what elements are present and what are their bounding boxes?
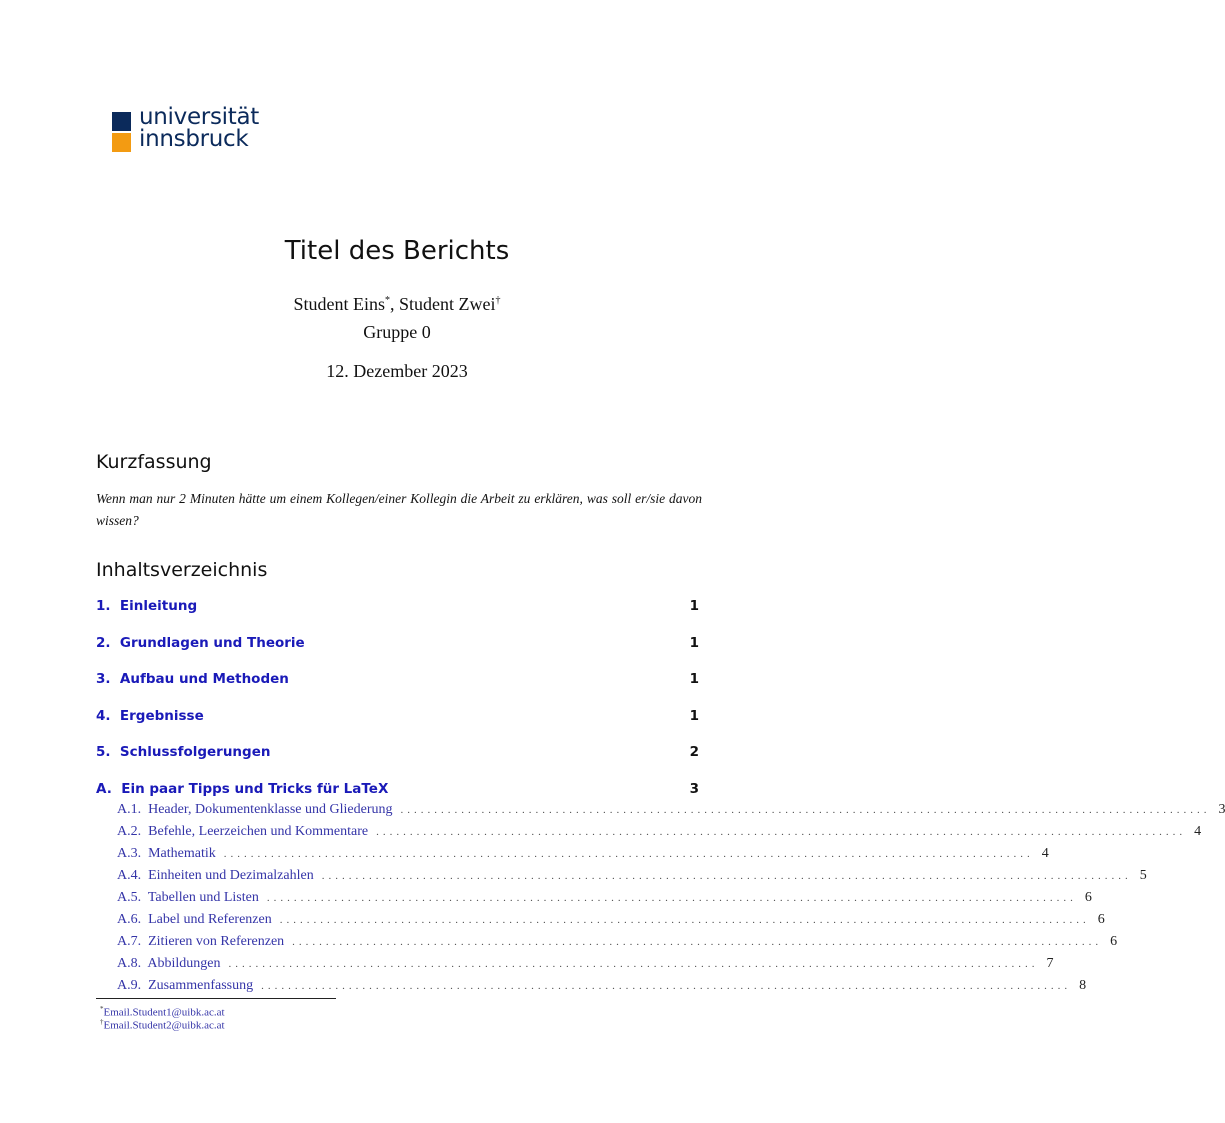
toc-subsection-label[interactable]: A.9. Zusammenfassung xyxy=(117,978,254,993)
toc-leader-dots: ........................................................................................................................ xyxy=(292,936,1103,948)
abstract-heading: Kurzfassung xyxy=(96,451,212,473)
toc-subsection-entry[interactable] xyxy=(117,890,1092,906)
toc-section-label[interactable]: 2. Grundlagen und Theorie xyxy=(96,634,305,651)
toc-subsection-label[interactable]: A.3. Mathematik xyxy=(117,846,216,861)
toc-subsection-entry[interactable] xyxy=(117,978,1087,994)
toc-page-number: 6 xyxy=(1110,934,1118,949)
toc-section-label[interactable]: 1. Einleitung xyxy=(96,598,198,614)
toc-subsection-entry[interactable] xyxy=(117,868,1147,884)
toc-subsection-entry[interactable] xyxy=(117,934,1118,950)
toc-page-number: 3 xyxy=(689,780,699,797)
toc-subsection-label[interactable]: A.5. Tabellen und Listen xyxy=(117,890,259,905)
author-2-mark: † xyxy=(495,295,501,306)
toc-section-label[interactable]: 4. Ergebnisse xyxy=(96,707,204,724)
toc-section-label[interactable]: 3. Aufbau und Methoden xyxy=(96,671,289,687)
toc-page-number: 2 xyxy=(689,744,699,760)
group: Gruppe 0 xyxy=(363,322,431,342)
abstract-text: Wenn man nur 2 Minuten hätte um einem Kollegen/einer Kollegin die Arbeit zu erklären, was soll er/sie davon wissen? xyxy=(96,491,702,528)
toc-subsection-entry[interactable] xyxy=(117,846,1049,862)
footnote-2[interactable]: †Email.Student2@uibk.ac.at xyxy=(100,1018,225,1032)
logo-line1: universität xyxy=(139,104,259,130)
author-1-mark: * xyxy=(385,295,390,306)
toc-heading: Inhaltsverzeichnis xyxy=(96,559,268,581)
toc-subsection-entry[interactable] xyxy=(117,912,1105,928)
toc-section-label[interactable]: A. Ein paar Tipps und Tricks für LaTeX xyxy=(96,780,389,797)
toc-page-number: 3 xyxy=(1218,802,1225,817)
toc-leader-dots: ........................................................................................................................ xyxy=(228,958,1039,970)
toc-section-entry[interactable] xyxy=(96,635,699,651)
toc-leader-dots: ........................................................................................................................ xyxy=(400,804,1211,816)
toc-subsection-label[interactable]: A.7. Zitieren von Referenzen xyxy=(117,934,285,949)
toc-leader-dots: ........................................................................................................................ xyxy=(266,892,1077,904)
toc-page-number: 5 xyxy=(1139,868,1147,883)
logo-square-orange xyxy=(112,133,131,152)
author-1: Student Eins xyxy=(293,294,385,314)
date: 12. Dezember 2023 xyxy=(326,361,468,381)
toc-leader-dots: ........................................................................................................................ xyxy=(223,848,1034,860)
toc-section-entry[interactable] xyxy=(96,744,699,760)
toc-page-number: 4 xyxy=(1041,846,1049,861)
toc-page-number: 6 xyxy=(1097,912,1105,927)
toc-subsection-entry[interactable] xyxy=(117,824,1202,840)
report-title: Titel des Berichts xyxy=(284,236,510,266)
toc-subsection-label[interactable]: A.8. Abbildungen xyxy=(117,956,221,971)
toc-leader-dots: ........................................................................................................................ xyxy=(261,980,1072,992)
toc-page-number: 4 xyxy=(1194,824,1202,839)
toc-section-entry[interactable] xyxy=(96,708,699,724)
logo-square-blue xyxy=(112,112,131,131)
toc-section-entry[interactable] xyxy=(96,671,699,687)
authors: Student Eins*, Student Zwei† xyxy=(293,294,501,314)
toc-page-number: 8 xyxy=(1079,978,1087,993)
toc-page-number: 7 xyxy=(1046,956,1054,971)
footnote-rule xyxy=(96,998,336,999)
toc-subsection-label[interactable]: A.4. Einheiten und Dezimalzahlen xyxy=(117,868,314,883)
toc-leader-dots: ........................................................................................................................ xyxy=(376,826,1187,838)
toc-subsection-label[interactable]: A.1. Header, Dokumentenklasse und Gliederung xyxy=(117,802,393,817)
toc-page-number: 1 xyxy=(689,598,699,614)
toc-subsection-entry[interactable] xyxy=(117,956,1054,972)
toc-section-entry[interactable] xyxy=(96,598,699,614)
university-logo xyxy=(139,106,259,150)
footnote-1[interactable]: *Email.Student1@uibk.ac.at xyxy=(100,1005,225,1019)
toc-page-number: 6 xyxy=(1084,890,1092,905)
toc-section-label[interactable]: 5. Schlussfolgerungen xyxy=(96,744,271,760)
toc-page-number: 1 xyxy=(689,671,699,687)
author-2: Student Zwei xyxy=(399,294,496,314)
toc-subsection-label[interactable]: A.2. Befehle, Leerzeichen und Kommentare xyxy=(117,824,369,839)
toc-page-number: 1 xyxy=(689,634,699,651)
toc-leader-dots: ........................................................................................................................ xyxy=(321,870,1132,882)
toc-subsection-entry[interactable] xyxy=(117,802,1225,818)
toc-section-entry[interactable] xyxy=(96,781,699,797)
toc-leader-dots: ........................................................................................................................ xyxy=(279,914,1090,926)
toc-subsection-label[interactable]: A.6. Label und Referenzen xyxy=(117,912,272,927)
toc-page-number: 1 xyxy=(689,707,699,724)
logo-line2: innsbruck xyxy=(139,126,249,152)
